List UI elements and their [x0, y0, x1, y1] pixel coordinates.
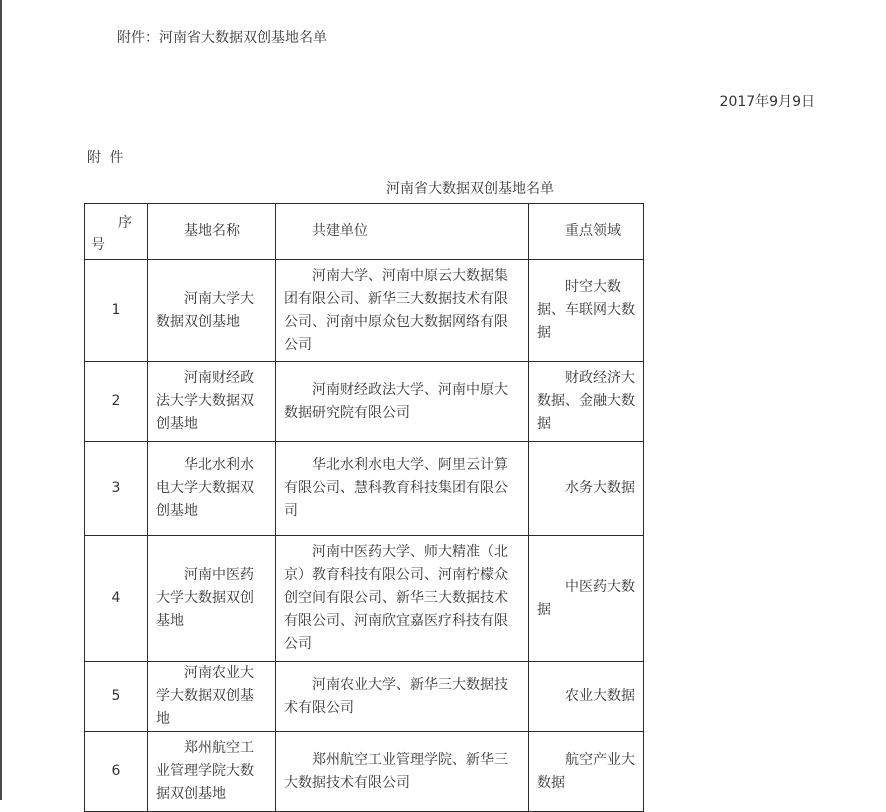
partner-units: 河南财经政法大学、河南中原大数据研究院有限公司 [276, 362, 529, 442]
table-row [85, 362, 644, 442]
table-row [85, 442, 644, 536]
table-row [85, 662, 644, 732]
partner-units: 郑州航空工业管理学院、新华三大数据技术有限公司 [276, 732, 529, 812]
base-name: 河南财经政法大学大数据双创基地 [148, 362, 276, 442]
row-number: 5 [85, 662, 148, 732]
table-row [85, 260, 644, 362]
publish-date: 2017年9月9日 [719, 94, 815, 110]
table-title: 河南省大数据双创基地名单 [386, 181, 554, 197]
base-name: 河南大学大数据双创基地 [148, 260, 276, 362]
base-name: 河南中医药大学大数据双创基地 [148, 536, 276, 662]
focus-area: 中医药大数据 [529, 536, 644, 662]
base-list-table [84, 203, 644, 812]
partner-units: 河南中医药大学、师大精准（北京）教育科技有限公司、河南柠檬众创空间有限公司、新华三大数据技术有限公司、河南欣宜嘉医疗科技有限公司 [276, 536, 529, 662]
attachment-label: 附 件 [87, 150, 126, 166]
partner-units: 华北水利水电大学、阿里云计算有限公司、慧科教育科技集团有限公司 [276, 442, 529, 536]
focus-area: 财政经济大数据、金融大数据 [529, 362, 644, 442]
header-focus: 重点领域 [529, 204, 644, 260]
header-name: 基地名称 [148, 204, 276, 260]
focus-area: 农业大数据 [529, 662, 644, 732]
focus-area: 航空产业大数据 [529, 732, 644, 812]
row-number: 6 [85, 732, 148, 812]
focus-area: 水务大数据 [529, 442, 644, 536]
row-number: 1 [85, 260, 148, 362]
partner-units: 河南农业大学、新华三大数据技术有限公司 [276, 662, 529, 732]
row-number: 4 [85, 536, 148, 662]
header-seq-bottom: 号 [91, 236, 105, 253]
header-seq-top: 序 [118, 214, 132, 231]
partner-units: 河南大学、河南中原云大数据集团有限公司、新华三大数据技术有限公司、河南中原众包大数据网络有限公司 [276, 260, 529, 362]
row-number: 2 [85, 362, 148, 442]
attachment-link[interactable]: 附件：河南省大数据双创基地名单 [117, 30, 327, 46]
header-seq [85, 204, 148, 260]
base-name: 华北水利水电大学大数据双创基地 [148, 442, 276, 536]
focus-area: 时空大数据、车联网大数据 [529, 260, 644, 362]
base-name: 河南农业大学大数据双创基地 [148, 662, 276, 732]
base-name: 郑州航空工业管理学院大数据双创基地 [148, 732, 276, 812]
table-header-row [85, 204, 644, 260]
page-left-border [0, 0, 2, 800]
row-number: 3 [85, 442, 148, 536]
header-partners: 共建单位 [276, 204, 529, 260]
table-row [85, 536, 644, 662]
